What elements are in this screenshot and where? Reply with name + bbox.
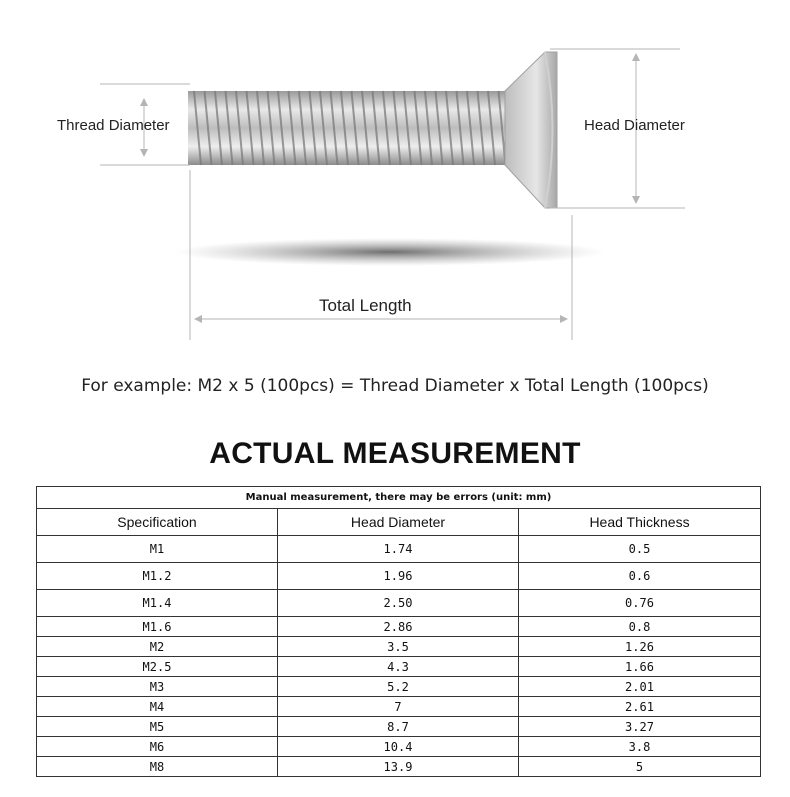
- screw-shadow: [175, 238, 605, 266]
- table-row: [37, 657, 761, 677]
- page-title: ACTUAL MEASUREMENT: [209, 437, 581, 470]
- spec-cell: M2.5: [37, 657, 278, 677]
- spec-cell: M2: [37, 637, 278, 657]
- spec-cell: M4: [37, 697, 278, 717]
- spec-cell: M8: [37, 757, 278, 777]
- total-length-label: Total Length: [319, 296, 412, 315]
- table-row: [37, 697, 761, 717]
- column-header-specification: Specification: [37, 509, 278, 536]
- head-diameter-cell: 1.74: [278, 536, 519, 563]
- spec-cell: M1.2: [37, 563, 278, 590]
- table-header-row: [37, 509, 761, 536]
- spec-cell: M6: [37, 737, 278, 757]
- head-thickness-cell: 0.76: [519, 590, 761, 617]
- spec-cell: M5: [37, 717, 278, 737]
- table-note-row: [37, 487, 761, 509]
- head-thickness-cell: 1.26: [519, 637, 761, 657]
- spec-cell: M1: [37, 536, 278, 563]
- thread-diameter-label: Thread Diameter: [57, 117, 170, 134]
- spec-cell: M1.4: [37, 590, 278, 617]
- head-thickness-cell: 1.66: [519, 657, 761, 677]
- head-thickness-cell: 3.27: [519, 717, 761, 737]
- table-row: [37, 590, 761, 617]
- table-row: [37, 737, 761, 757]
- head-diameter-cell: 10.4: [278, 737, 519, 757]
- example-text: For example: M2 x 5 (100pcs) = Thread Diameter x Total Length (100pcs): [81, 376, 709, 396]
- screw-diagram: [0, 0, 790, 360]
- head-diameter-cell: 5.2: [278, 677, 519, 697]
- column-header-head-diameter: Head Diameter: [278, 509, 519, 536]
- head-thickness-cell: 0.8: [519, 617, 761, 637]
- head-diameter-cell: 13.9: [278, 757, 519, 777]
- table-row: [37, 563, 761, 590]
- table-row: [37, 637, 761, 657]
- table-row: [37, 717, 761, 737]
- head-diameter-cell: 7: [278, 697, 519, 717]
- head-diameter-cell: 3.5: [278, 637, 519, 657]
- spec-cell: M1.6: [37, 617, 278, 637]
- head-thickness-cell: 2.01: [519, 677, 761, 697]
- head-thickness-cell: 5: [519, 757, 761, 777]
- table-row: [37, 536, 761, 563]
- spec-cell: M3: [37, 677, 278, 697]
- column-header-head-thickness: Head Thickness: [519, 509, 761, 536]
- head-diameter-cell: 4.3: [278, 657, 519, 677]
- head-thickness-cell: 0.6: [519, 563, 761, 590]
- table-row: [37, 677, 761, 697]
- head-thickness-cell: 2.61: [519, 697, 761, 717]
- head-diameter-cell: 1.96: [278, 563, 519, 590]
- head-diameter-label: Head Diameter: [584, 117, 685, 134]
- head-diameter-cell: 2.50: [278, 590, 519, 617]
- head-diameter-cell: 2.86: [278, 617, 519, 637]
- measurement-table: [36, 486, 761, 777]
- table-row: [37, 757, 761, 777]
- table-note: Manual measurement, there may be errors (unit: mm): [37, 487, 761, 509]
- head-thickness-cell: 3.8: [519, 737, 761, 757]
- table-row: [37, 617, 761, 637]
- head-thickness-cell: 0.5: [519, 536, 761, 563]
- head-diameter-cell: 8.7: [278, 717, 519, 737]
